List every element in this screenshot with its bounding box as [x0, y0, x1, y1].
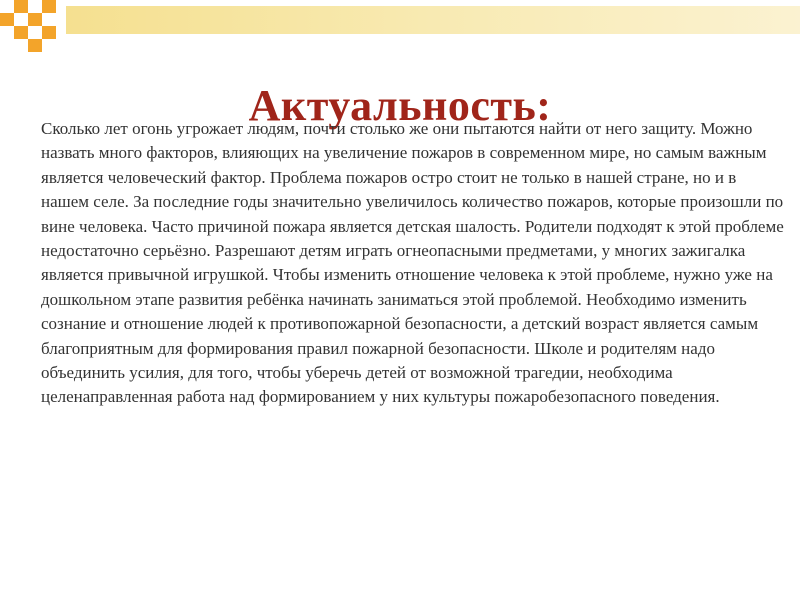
slide-body-text: Сколько лет огонь угрожает людям, почти столько же они пытаются найти от него защиту. Можно назвать много факторов, влияющих на увеличение пожаров в современном мире, но самым важным является человеческий фактор. Проблема пожаров остро стоит не только в нашей стране, но и в нашем селе. За последние годы значительно увеличилось количество пожаров, которые произошли по вине человека. Часто причиной пожара является детская шалость. Родители подходят к этой проблеме недостаточно серьёзно. Разрешают детям играть огнеопасными предметами, у многих зажигалка является привычной игрушкой. Чтобы изменить отношение человека к этой проблеме, нужно уже на дошкольном этапе развития ребёнка начинать заниматься этой проблемой. Необходимо изменить сознание и отношение людей к противопожарной безопасности, а детский возраст является самым благоприятным для формирования правил пожарной безопасности. Школе и родителям надо объединить усилия, для того, чтобы уберечь детей от возможной трагедии, необходима целенаправленная работа над формированием у них культуры пожаробезопасного поведения. — [41, 119, 784, 407]
decorative-squares — [0, 0, 70, 52]
top-accent-bar — [66, 6, 800, 34]
slide-title-text: Актуальность: — [248, 81, 552, 130]
